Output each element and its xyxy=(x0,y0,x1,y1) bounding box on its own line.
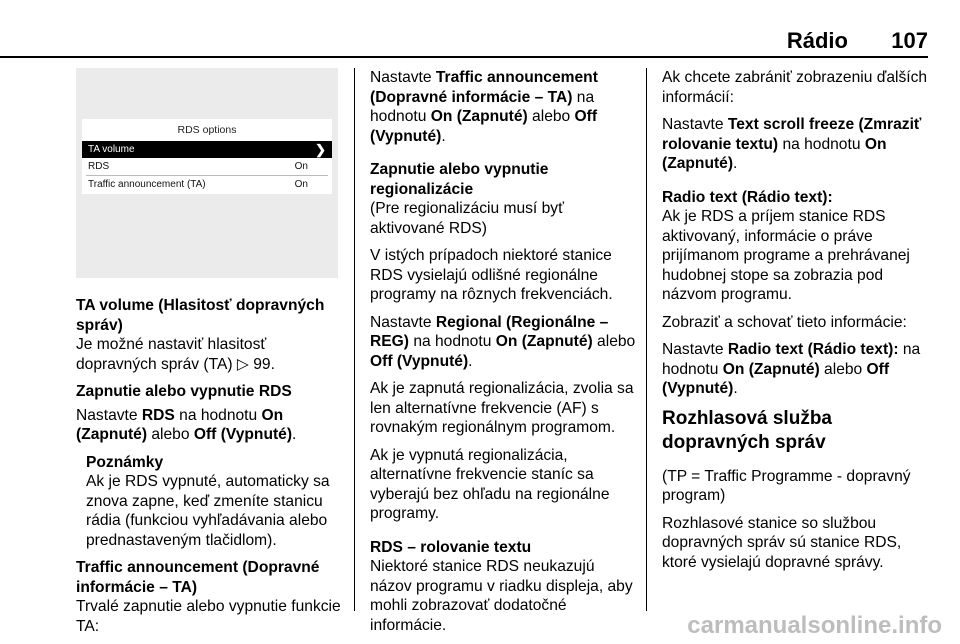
page-number: 107 xyxy=(891,28,928,53)
chevron-right-icon: ❯ xyxy=(315,142,326,157)
paragraph: (Pre regionalizáciu musí byť aktivované RDS) xyxy=(370,200,564,237)
paragraph: Ak je zapnutá regionalizácia, zvolia sa len alternatívne frekvencie (AF) s rovnakým regionálnym programom. xyxy=(370,380,634,436)
paragraph: Nastavte Traffic announcement (Dopravné informácie – TA) na hodnotu On (Zapnuté) alebo Off (Vypnuté). xyxy=(370,69,598,145)
menu-item-label: Traffic announcement (TA) xyxy=(88,179,206,190)
section-heading-radio-text: Radio text (Rádio text): xyxy=(662,188,833,206)
paragraph: Ak je vypnutá regionalizácia, alternatívne frekvencie staníc sa vyberajú bez ohľadu na regionálne programy. xyxy=(370,446,610,522)
paragraph: Trvalé zapnutie alebo vypnutie funkcie TA: xyxy=(76,598,341,635)
paragraph: (TP = Traffic Programme - dopravný program) xyxy=(662,467,911,504)
column-divider xyxy=(354,68,355,611)
column-2 xyxy=(370,68,636,643)
section-heading-rds-text-scroll: RDS – rolovanie textu xyxy=(370,538,532,556)
page-ref-icon: ▷ xyxy=(236,355,254,373)
menu-item-rds[interactable] xyxy=(82,158,332,175)
column-1 xyxy=(76,296,346,644)
menu-item-value: On xyxy=(294,179,308,190)
section-heading-ta: Traffic announcement (Dopravné informácie – TA) xyxy=(76,559,320,596)
section-heading-ta-volume: TA volume (Hlasitosť dopravných správ) xyxy=(76,297,325,334)
menu-item-traffic-announcement[interactable] xyxy=(82,176,332,193)
paragraph: Nastavte RDS na hodnotu On (Zapnuté) alebo Off (Vypnuté). xyxy=(76,406,297,443)
column-3 xyxy=(662,68,930,580)
menu-item-value: On xyxy=(294,161,308,172)
paragraph: Je možné nastaviť hlasitosť dopravných správ (TA) ▷ 99. xyxy=(76,336,275,373)
page-ref[interactable]: 99. xyxy=(253,355,275,373)
menu-item-label: RDS xyxy=(88,161,110,172)
rds-options-screen xyxy=(82,119,332,194)
menu-item-label: TA volume xyxy=(88,144,135,155)
section-heading-traffic-service: Rozhlasová služba dopravných správ xyxy=(662,407,832,453)
paragraph: Niektoré stanice RDS neukazujú názov programu v riadku displeja, aby mohli zobrazovať dodatočné informácie. xyxy=(370,558,633,634)
paragraph: Nastavte Regional (Regionálne – REG) na hodnotu On (Zapnuté) alebo Off (Vypnuté). xyxy=(370,313,636,370)
watermark: carmanualsonline.info xyxy=(687,612,942,639)
paragraph: Zobraziť a schovať tieto informácie: xyxy=(662,313,907,331)
paragraph: V istých prípadoch niektoré stanice RDS vysielajú odlišné regionálne programy na rôznych frekvenciách. xyxy=(370,247,613,303)
paragraph: Ak chcete zabrániť zobrazeniu ďalších informácií: xyxy=(662,69,928,106)
note-box xyxy=(86,453,346,551)
rds-options-figure xyxy=(76,68,338,278)
paragraph: Nastavte Text scroll freeze (Zmraziť rolovanie textu) na hodnotu On (Zapnuté). xyxy=(662,116,922,172)
paragraph: Rozhlasové stanice so službou dopravných správ sú stanice RDS, ktoré vysielajú dopravné správy. xyxy=(662,514,902,571)
note-title: Poznámky xyxy=(86,453,164,471)
screen-title: RDS options xyxy=(177,124,237,136)
section-heading-regionalization: Zapnutie alebo vypnutie regionalizácie xyxy=(370,161,549,198)
paragraph: Ak je RDS a príjem stanice RDS aktivovaný, informácie o práve prijímanom programe a prehrávanej hudobnej stope sa zobrazia pod názvom programu. xyxy=(662,208,910,303)
header-rule xyxy=(0,56,928,58)
page-header xyxy=(0,0,960,60)
column-divider xyxy=(646,68,647,611)
menu-item-ta-volume[interactable] xyxy=(82,141,332,158)
section-heading-rds: Zapnutie alebo vypnutie RDS xyxy=(76,383,292,400)
page-title: Rádio xyxy=(786,28,848,53)
paragraph: Nastavte Radio text (Rádio text): na hodnotu On (Zapnuté) alebo Off (Vypnuté). xyxy=(662,341,921,397)
note-text: Ak je RDS vypnuté, automaticky sa znova zapne, keď zmeníte stanicu rádia (funkciou vyhľadávania alebo prednastaveným tlačidlom). xyxy=(86,473,330,549)
